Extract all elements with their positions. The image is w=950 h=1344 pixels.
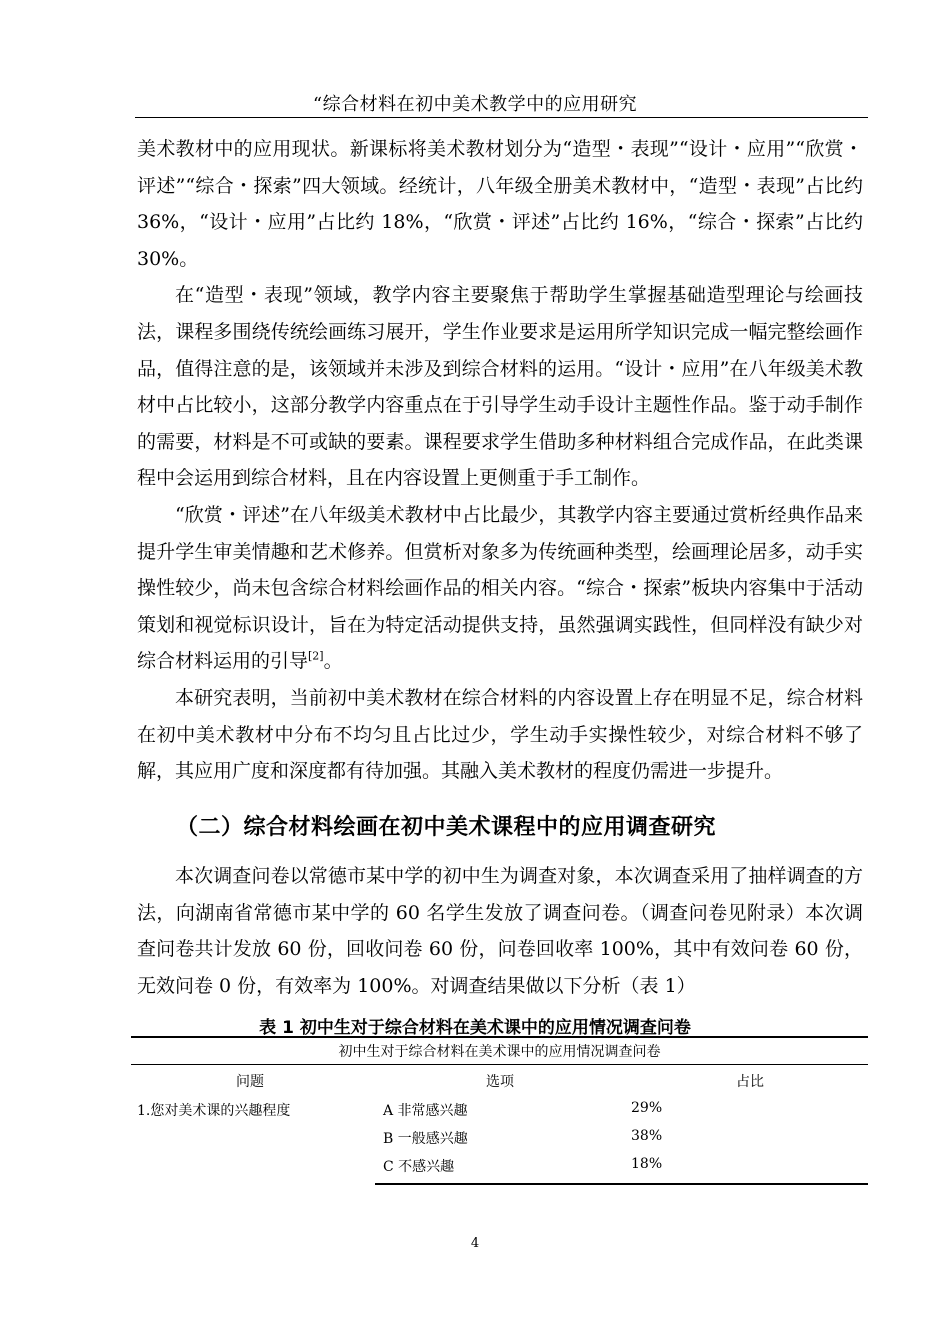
table-row-option: C 不感兴趣 [383,1159,455,1175]
running-header: “综合材料在初中美术教学中的应用研究 [312,94,638,115]
section-heading: （二）综合材料绘画在初中美术课程中的应用调查研究 [176,815,717,840]
paragraph-2: 在“造型・表现”领域，教学内容主要聚焦于帮助学生掌握基础造型理论与绘画技法，课程多围绕传统绘画练习展开，学生作业要求是运用所学知识完成一幅完整绘画作品，值得注意的是，该领域并未涉及到综合材料的运用。“设计・应用”在八年级美术教材中占比较小，这部分教学内容重点在于引导学生动手设计主题性作品。鉴于动手制作的需要，材料是不可或缺的要素。课程要求学生借助多种材料组合完成作品，在此类课程中会运用到综合材料，且在内容设置上更侧重于手工制作。 [137,284,863,490]
table-row-ratio: 18% [631,1156,663,1172]
table-row-ratio: 29% [631,1100,663,1116]
body-text [137,131,863,790]
table-bottom-rule [375,1183,868,1185]
paragraph-3-tail: 。 [323,650,343,673]
table-header-option: 选项 [486,1074,514,1090]
paragraph-3-text: “欣赏・评述”在八年级美术教材中占比最少，其教学内容主要通过赏析经典作品来提升学生审美情趣和艺术修养。但赏析对象多为传统画种类型，绘画理论居多，动手实操性较少，尚未包含综合材料绘画作品的相关内容。“综合・探索”板块内容集中于活动策划和视觉标识设计，旨在为特定活动提供支持，虽然强调实践性，但同样没有缺少对综合材料运用的引导 [137,503,863,673]
table-header-question: 问题 [236,1074,264,1090]
paragraph-1: 美术教材中的应用现状。新课标将美术教材划分为“造型・表现”“设计・应用”“欣赏・评述”“综合・探索”四大领域。经统计，八年级全册美术教材中，“造型・表现”占比约 36%，“设计・应用”占比约 18%，“欣赏・评述”占比约 16%，“综合・探索”占比约 30%。 [137,138,863,270]
table-question: 1.您对美术课的兴趣程度 [137,1103,291,1119]
table-header-rule [131,1064,868,1065]
table-row-option: A 非常感兴趣 [383,1103,468,1119]
paragraph-4: 本研究表明，当前初中美术教材在综合材料的内容设置上存在明显不足，综合材料在初中美术教材中分布不均匀且占比过少，学生动手实操性较少，对综合材料不够了解，其应用广度和深度都有待加强。其融入美术教材的程度仍需进一步提升。 [137,686,863,783]
table-row-ratio: 38% [631,1128,663,1144]
survey-intro [137,858,863,1004]
header-rule [135,117,868,118]
table-row-option: B 一般感兴趣 [383,1131,468,1147]
citation-ref[interactable]: [2] [308,649,324,663]
table-caption: 表 1 初中生对于综合材料在美术课中的应用情况调查问卷 [259,1018,691,1038]
page-number: 4 [470,1236,480,1251]
table-top-rule [131,1036,868,1038]
table-header-ratio: 占比 [736,1074,764,1090]
paragraph-5: 本次调查问卷以常德市某中学的初中生为调查对象，本次调查采用了抽样调查的方法，向湖南省常德市某中学的 60 名学生发放了调查问卷。（调查问卷见附录）本次调查问卷共计发放 60 份，回收问卷 60 份，问卷回收率 100%，其中有效问卷 60 份，无效问卷 0 份，有效率为 100%。对调查结果做以下分析（表 1） [137,865,863,997]
paragraph-3 [137,497,863,680]
table-inner-title: 初中生对于综合材料在美术课中的应用情况调查问卷 [338,1044,661,1060]
